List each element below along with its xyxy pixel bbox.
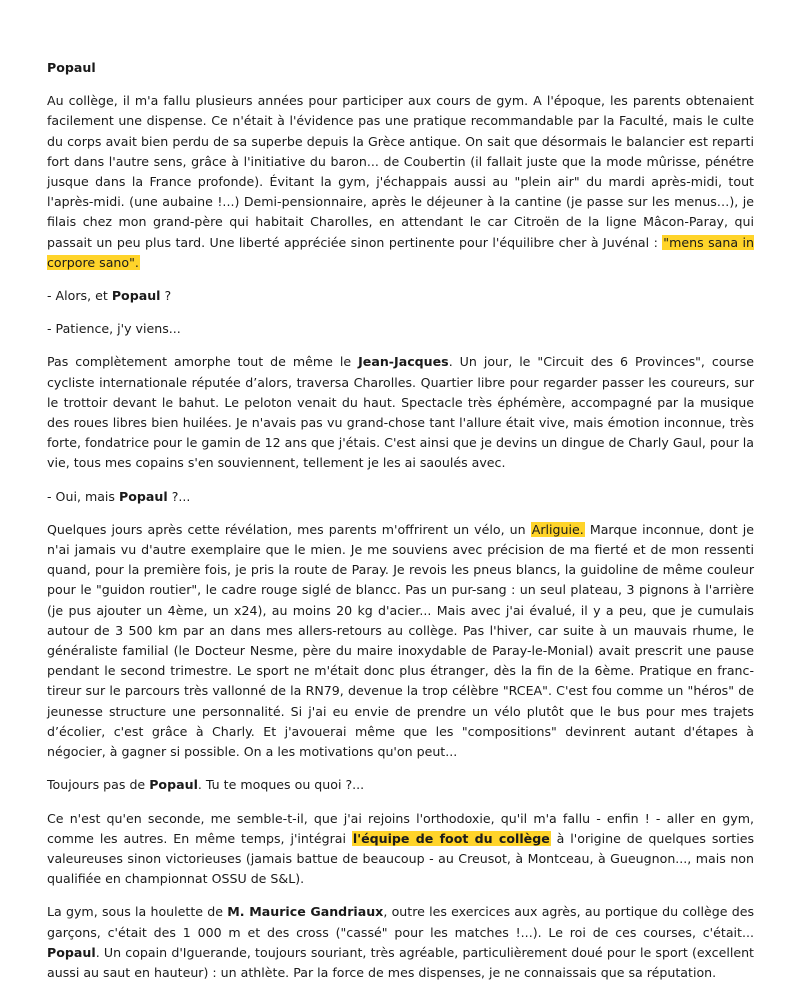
- paragraph-9: La gym, sous la houlette de M. Maurice Gandriaux, outre les exercices aux agrès, au portique du collège des garçons, c'était des 1 000 m et des cross ("cassé" pour les matches !...). Le roi de ces courses, c'était... Popaul. Un copain d'Iguerande, toujours souriant, très agréable, particulièrement doué pour le sport (excellent aussi au saut en hauteur) : un athlète. Par la force de mes dispenses, je ne connaissais que sa réputation.: [47, 904, 755, 980]
- paragraph-7: Toujours pas de Popaul. Tu te moques ou quoi ?...: [47, 777, 365, 793]
- paragraph-6: Quelques jours après cette révélation, mes parents m'offrirent un vélo, un Arliguie. Marque inconnue, dont je n'ai jamais vu d'autre exemplaire que le mien. Je me souviens avec précision de ma fierté et de mon ressenti quand, pour la première fois, je pris la route de Paray. Je revois les pneus blancs, la guidoline de même couleur pour le "guidon routier", le cadre rouge siglé de blancc. Pas un pur-sang : un seul plateau, 3 pignons à l'arrière (je pus ajouter un 4ème, un x24), au moins 20 kg d'acier... Mais avec j'ai évalué, il y a peu, que je cumulais autour de 3 500 km par an dans mes allers-retours au collège. Pas l'hiver, car suite à un mauvais rhume, le généraliste familial (le Docteur Nesme, père du maire inoxydable de Paray-le-Monial) avait prescrit une pause pendant le second trimestre. Le sport ne m'était donc plus étranger, dès la fin de la 6ème. Pratique en franc-tireur sur le parcours très vallonné de la RN79, devenue la trop célèbre "RCEA". C'est fou comme un "héros" de jeunesse structure une personnalité. Si j'ai eu envie de prendre un vélo plutôt que le bus pour mes trajets d’écolier, c'est grâce à Charly. Et j'avouerai même que les "compositions" devinrent autant d'étapes à négocier, à gagner si possible. On a les motivations qu'on peut...: [47, 521, 754, 760]
- highlighted-quote: "mens sana in corpore sano".: [47, 234, 754, 270]
- highlighted-team: l'équipe de foot du collège: [352, 830, 550, 846]
- document-body: [47, 58, 754, 996]
- highlighted-brand: Arliguie.: [531, 521, 584, 537]
- document-title: Popaul: [47, 60, 96, 75]
- paragraph-3: - Patience, j'y viens...: [47, 321, 181, 337]
- paragraph-8: Ce n'est qu'en seconde, me semble-t-il, que j'ai rejoins l'orthodoxie, qu'il m'a fallu - enfin ! - aller en gym, comme les autres. En même temps, j'intégrai l'équipe de foot du collège à l'origine de quelques sorties valeureuses sinon victorieuses (jamais battue de beaucoup - au Creusot, à Montceau, à Gueugnon..., mais non qualifiée en championnat OSSU de S&L).: [47, 810, 755, 887]
- paragraph-4: Pas complètement amorphe tout de même le Jean-Jacques. Un jour, le "Circuit des 6 Provinces", course cycliste internationale réputée d’alors, traversa Charolles. Quartier libre pour regarder passer les coureurs, sur le trottoir devant le bahut. Le peloton venait du haut. Spectacle très éphémère, accompagné par la musique des roues libres bien huilées. Je n'avais pas vu grand-chose tant l'allure était vive, mais émotion inconnue, très forte, fondatrice pour le gamin de 12 ans que j'étais. C'est ainsi que je devins un dingue de Charly Gaul, pour la vie, tous mes copains s'en souviennent, tellement je les ai saoulés avec.: [47, 354, 755, 471]
- paragraph-1: Au collège, il m'a fallu plusieurs années pour participer aux cours de gym. A l'époque, les parents obtenaient facilement une dispense. Ce n'était à l'évidence pas une pratique recommandable par la Faculté, mais le culte du corps avait bien perdu de sa superbe depuis la Grèce antique. On sait que désormais le balancier est reparti fort dans l'autre sens, grâce à l'initiative du baron... de Coubertin (il fallait juste que la mode mûrisse, pénétre jusque dans la France profonde). Évitant la gym, j'échappais aussi au "plein air" du mardi après-midi, tout l'après-midi. (une aubaine !...) Demi-pensionnaire, après le déjeuner à la cantine (je passe sur les menus…), je filais chez mon grand-père qui habitait Charolles, en attendant le car Citroën de la ligne Mâcon-Paray, qui passait un peu plus tard. Une liberté appréciée sinon pertinente pour l'équilibre cher à Juvénal : "mens sana in corpore sano".: [47, 93, 754, 270]
- paragraph-2: - Alors, et Popaul ?: [47, 288, 172, 304]
- paragraph-5: - Oui, mais Popaul ?...: [47, 488, 191, 504]
